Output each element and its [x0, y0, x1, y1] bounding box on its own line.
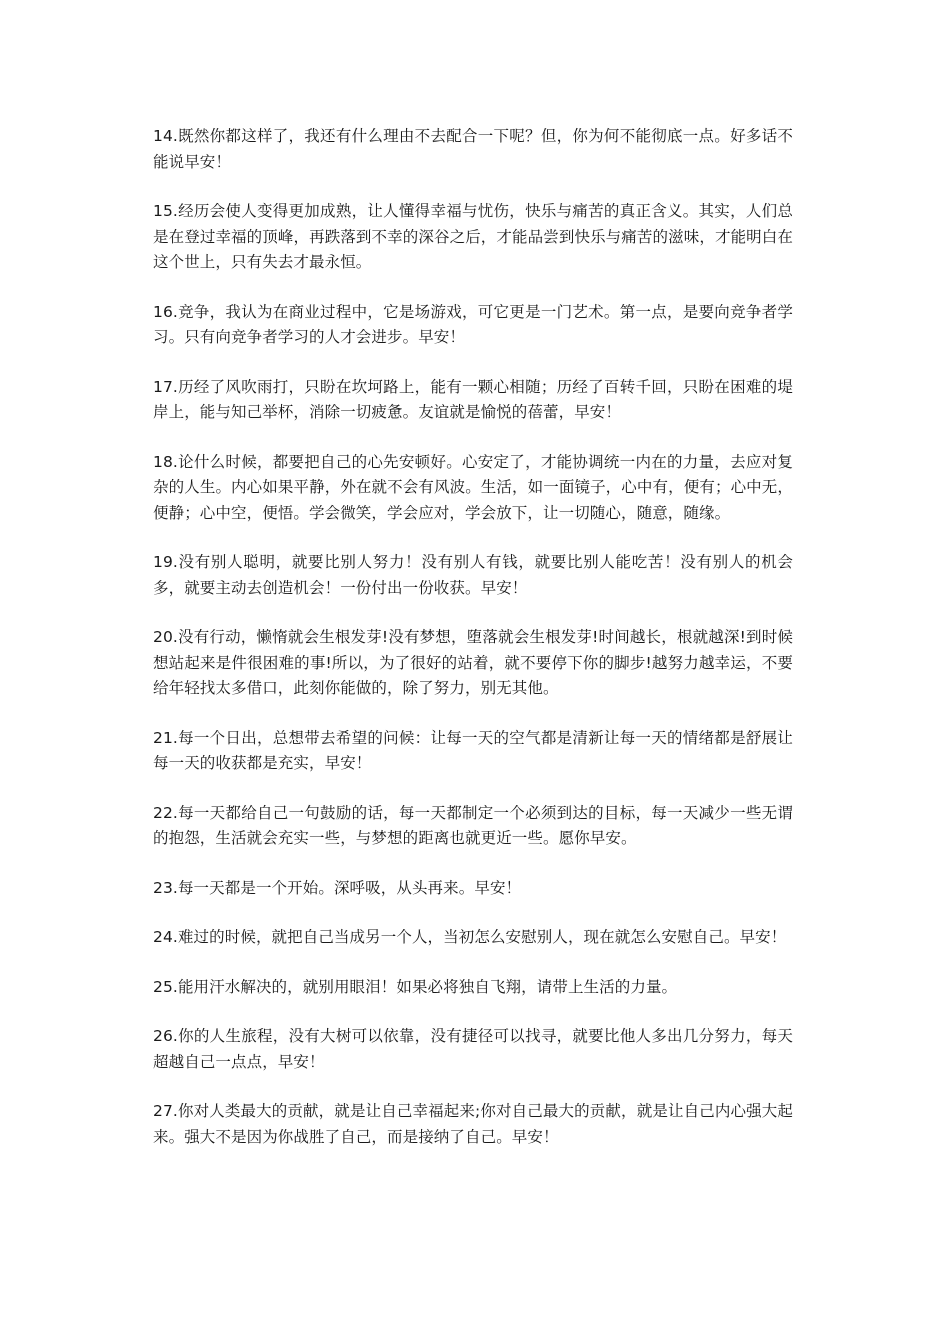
- paragraph-22: 22.每一天都给自己一句鼓励的话，每一天都制定一个必须到达的目标，每一天减少一些无谓的抱怨，生活就会充实一些，与梦想的距离也就更近一些。愿你早安。: [153, 803, 793, 847]
- paragraph-14: 14.既然你都这样了，我还有什么理由不去配合一下呢？但，你为何不能彻底一点。好多话不能说早安！: [153, 127, 793, 171]
- paragraph-25: 25.能用汗水解决的，就别用眼泪！如果必将独自飞翔，请带上生活的力量。: [153, 977, 678, 996]
- paragraph-27: 27.你对人类最大的贡献，就是让自己幸福起来;你对自己最大的贡献，就是让自己内心强大起来。强大不是因为你战胜了自己，而是接纳了自己。早安！: [153, 1102, 793, 1146]
- paragraph-21: 21.每一个日出，总想带去希望的问候：让每一天的空气都是清新让每一天的情绪都是舒展让每一天的收获都是充实，早安！: [153, 728, 793, 772]
- paragraph-18: 18.论什么时候，都要把自己的心先安顿好。心安定了，才能协调统一内在的力量，去应对复杂的人生。内心如果平静，外在就不会有风波。生活，如一面镜子，心中有，便有；心中无，便静；心中空，便悟。学会微笑，学会应对，学会放下，让一切随心，随意，随缘。: [153, 452, 793, 522]
- paragraph-16: 16.竞争，我认为在商业过程中，它是场游戏，可它更是一门艺术。第一点，是要向竞争者学习。只有向竞争者学习的人才会进步。早安！: [153, 302, 793, 346]
- paragraph-23: 23.每一天都是一个开始。深呼吸，从头再来。早安！: [153, 878, 522, 897]
- paragraph-26: 26.你的人生旅程，没有大树可以依靠，没有捷径可以找寻，就要比他人多出几分努力，每天超越自己一点点，早安！: [153, 1027, 793, 1071]
- paragraph-17: 17.历经了风吹雨打，只盼在坎坷路上，能有一颗心相随；历经了百转千回，只盼在困难的堤岸上，能与知己举杯，消除一切疲惫。友谊就是愉悦的蓓蕾，早安！: [153, 377, 793, 421]
- paragraph-24: 24.难过的时候，就把自己当成另一个人，当初怎么安慰别人，现在就怎么安慰自己。早安！: [153, 928, 787, 946]
- paragraph-19: 19.没有别人聪明，就要比别人努力！没有别人有钱，就要比别人能吃苦！没有别人的机会多，就要主动去创造机会！一份付出一份收获。早安！: [153, 553, 793, 597]
- paragraph-20: 20.没有行动，懒惰就会生根发芽!没有梦想，堕落就会生根发芽!时间越长，根就越深!到时候想站起来是件很困难的事!所以，为了很好的站着，就不要停下你的脚步!越努力越幸运，不要给年轻找太多借口，此刻你能做的，除了努力，别无其他。: [153, 628, 793, 697]
- paragraph-15: 15.经历会使人变得更加成熟，让人懂得幸福与忧伤，快乐与痛苦的真正含义。其实，人们总是在登过幸福的顶峰，再跌落到不幸的深谷之后，才能品尝到快乐与痛苦的滋味，才能明白在这个世上，只有失去才最永恒。: [153, 202, 793, 271]
- document-body: [153, 124, 793, 1174]
